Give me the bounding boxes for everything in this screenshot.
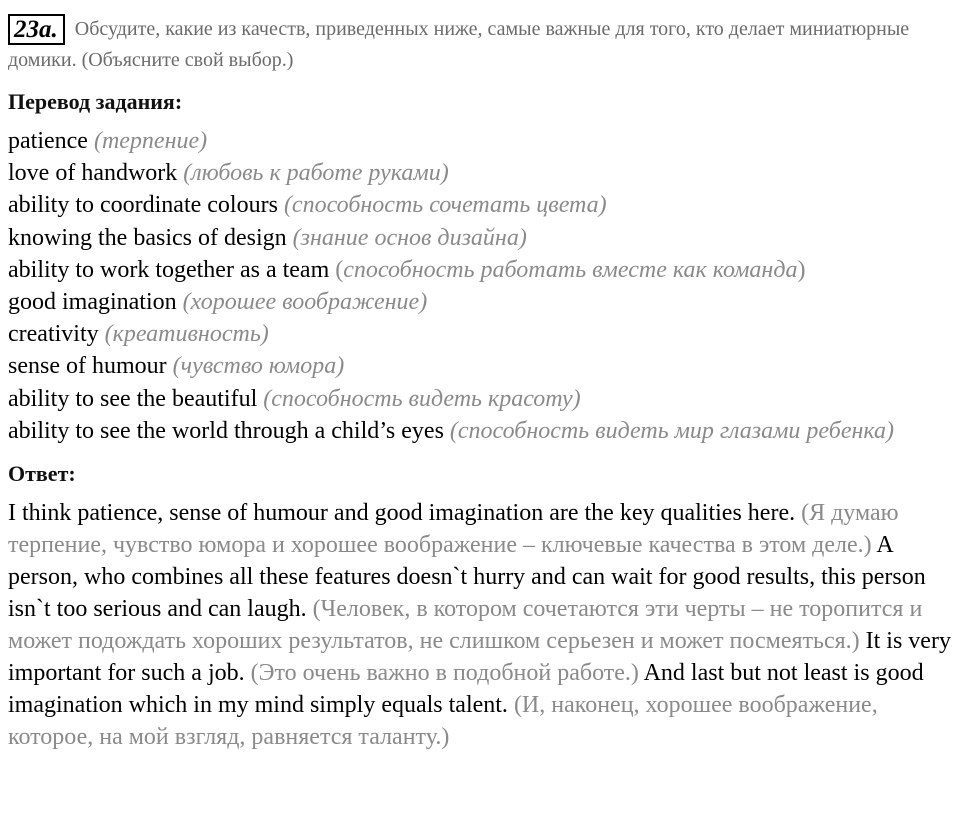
list-item	[8, 318, 952, 350]
answer-en-1: I think patience, sense of humour and good imagination are the key qualities here.	[8, 500, 796, 527]
quality-en: ability to see the beautiful	[8, 385, 258, 412]
task-number-badge: 23a.	[8, 14, 65, 45]
answer-paragraph	[8, 497, 952, 753]
list-item	[8, 125, 952, 157]
quality-en: creativity	[8, 321, 99, 348]
quality-ru-open: (	[335, 256, 344, 283]
task-statement	[8, 14, 952, 75]
quality-ru: (хорошее воображение)	[182, 289, 428, 316]
quality-en: knowing the basics of design	[8, 224, 287, 251]
list-item	[8, 383, 952, 415]
list-item	[8, 350, 952, 382]
answer-en-4: And last but not least is good imagination which in my mind simply equals talent.	[8, 660, 924, 719]
quality-en: patience	[8, 128, 88, 154]
quality-en: love of handwork	[8, 160, 178, 187]
translation-heading: Перевод задания:	[8, 89, 183, 114]
quality-ru: (способность видеть красоту)	[263, 385, 581, 412]
quality-en: ability to see the world through a child’s eyes	[8, 417, 444, 444]
quality-en: good imagination	[8, 289, 177, 316]
qualities-list	[8, 125, 952, 447]
list-item	[8, 189, 952, 221]
list-item	[8, 286, 952, 318]
answer-ru-2: (Человек, в котором сочетаются эти черты – не торопится и может подождать хороших результатов, не слишком серьезен и может посмеяться.)	[8, 596, 923, 655]
answer-en-2: A person, who combines all these features doesn`t hurry and can wait for good results, this person isn`t too serious and can laugh.	[8, 532, 926, 623]
quality-en: ability to work together as a team	[8, 256, 330, 283]
answer-ru-3: (Это очень важно в подобной работе.)	[250, 660, 639, 687]
quality-en: sense of humour	[8, 353, 167, 380]
quality-ru: (чувство юмора)	[172, 353, 345, 380]
list-item	[8, 254, 952, 286]
answer-heading: Ответ:	[8, 461, 76, 487]
answer-ru-1: (Я думаю терпение, чувство юмора и хорошее воображение – ключевые качества в этом деле.)	[8, 500, 899, 559]
answer-ru-4: (И, наконец, хорошее воображение, которое, на мой взгляд, равняется таланту.)	[8, 692, 878, 751]
task-text: Обсудите, какие из качеств, приведенных ниже, самые важные для того, кто делает миниатюрные домики. (Объясните свой выбор.)	[8, 18, 910, 71]
quality-ru: (способность сочетать цвета)	[283, 192, 607, 219]
quality-ru-close: )	[797, 256, 806, 283]
quality-ru: (знание основ дизайна)	[292, 224, 527, 251]
quality-ru: (любовь к работе руками)	[183, 160, 449, 187]
quality-ru: (терпение)	[93, 128, 208, 154]
answer-en-3: It is very important for such a job.	[8, 628, 951, 687]
list-item	[8, 415, 952, 447]
list-item	[8, 157, 952, 189]
quality-ru: способность работать вместе как команда	[343, 256, 798, 283]
quality-ru: (способность видеть мир глазами ребенка)	[449, 417, 894, 444]
list-item	[8, 222, 952, 254]
quality-en: ability to coordinate colours	[8, 192, 278, 219]
quality-ru: (креативность)	[104, 321, 269, 348]
